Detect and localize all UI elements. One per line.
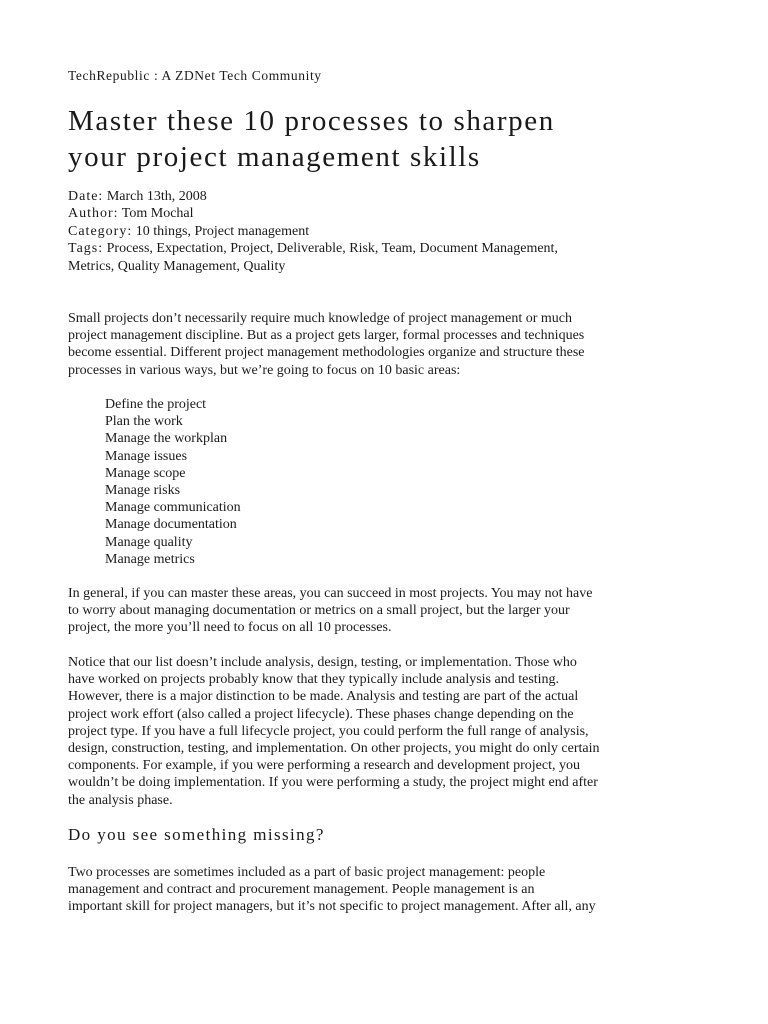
text-line: project management discipline. But as a project gets larger, formal processes and techniques <box>68 328 585 344</box>
list-item: Manage scope <box>105 465 186 481</box>
meta-author-key: Author: <box>68 206 119 222</box>
article-title-line-1: Master these 10 processes to sharpen <box>68 105 555 137</box>
text-line: project type. If you have a full lifecycle project, you could perform the full range of analysis, <box>68 723 589 739</box>
text-line: project, the more you’ll need to focus on all 10 processes. <box>68 620 392 636</box>
list-item: Manage issues <box>105 448 188 464</box>
list-item: Manage documentation <box>105 517 237 533</box>
text-line: Small projects don’t necessarily require much knowledge of project management or much <box>68 311 572 326</box>
text-line: However, there is a major distinction to be made. Analysis and testing are part of the actual <box>68 689 579 705</box>
text-line: to worry about managing documentation or metrics on a small project, but the larger your <box>68 603 570 619</box>
missing-paragraph <box>68 864 596 916</box>
meta-tags-continued: Metrics, Quality Management, Quality <box>68 258 286 274</box>
list-item: Manage risks <box>105 483 181 499</box>
text-line: have worked on projects probably know that they typically include analysis and testing. <box>68 672 560 688</box>
list-item: Manage the workplan <box>105 431 228 447</box>
list-item: Manage metrics <box>105 551 195 567</box>
text-line: components. For example, if you were performing a research and development project, you <box>68 758 580 774</box>
text-line: processes in various ways, but we’re going to focus on 10 basic areas: <box>68 362 461 378</box>
article-title-line-2: your project management skills <box>68 141 481 173</box>
meta-date-key: Date: <box>68 189 104 204</box>
meta-author <box>68 205 558 222</box>
text-line: the analysis phase. <box>68 792 173 808</box>
meta-category-key: Category: <box>68 223 133 239</box>
source-line: TechRepublic : A ZDNet Tech Community <box>68 68 322 83</box>
meta-tags-key: Tags: <box>68 241 104 257</box>
list-item: Manage quality <box>105 534 193 550</box>
text-line: wouldn’t be doing implementation. If you were performing a study, the project might end after <box>68 775 598 791</box>
notice-paragraph <box>68 654 600 809</box>
meta-tags-value-line-1: Process, Expectation, Project, Deliverable, Risk, Team, Document Management, <box>103 241 558 257</box>
text-line: design, construction, testing, and implementation. On other projects, you might do only certain <box>68 741 600 757</box>
section-heading: Do you see something missing? <box>68 825 325 844</box>
intro-paragraph <box>68 310 585 379</box>
process-list <box>105 396 241 568</box>
text-line: In general, if you can master these areas, you can succeed in most projects. You may not have <box>68 586 593 601</box>
list-item: Manage communication <box>105 500 241 516</box>
article-title <box>68 103 555 175</box>
text-line: Two processes are sometimes included as a part of basic project management: people <box>68 865 546 880</box>
meta-category-value: 10 things, Project management <box>132 223 310 239</box>
meta-date-value: March 13th, 2008 <box>103 189 207 204</box>
meta-tags <box>68 240 558 257</box>
article-meta <box>68 188 558 275</box>
general-paragraph <box>68 585 592 637</box>
meta-category <box>68 223 558 240</box>
text-line: project work effort (also called a project lifecycle). These phases change depending on the <box>68 706 574 722</box>
meta-date <box>68 188 558 205</box>
meta-author-value: Tom Mochal <box>118 206 194 222</box>
text-line: important skill for project managers, but it’s not specific to project management. After all, any <box>68 899 596 915</box>
list-item: Define the project <box>105 397 207 412</box>
text-line: become essential. Different project management methodologies organize and structure these <box>68 345 585 361</box>
list-item: Plan the work <box>105 414 183 430</box>
text-line: Notice that our list doesn’t include analysis, design, testing, or implementation. Those who <box>68 655 577 670</box>
text-line: management and contract and procurement management. People management is an <box>68 882 535 898</box>
